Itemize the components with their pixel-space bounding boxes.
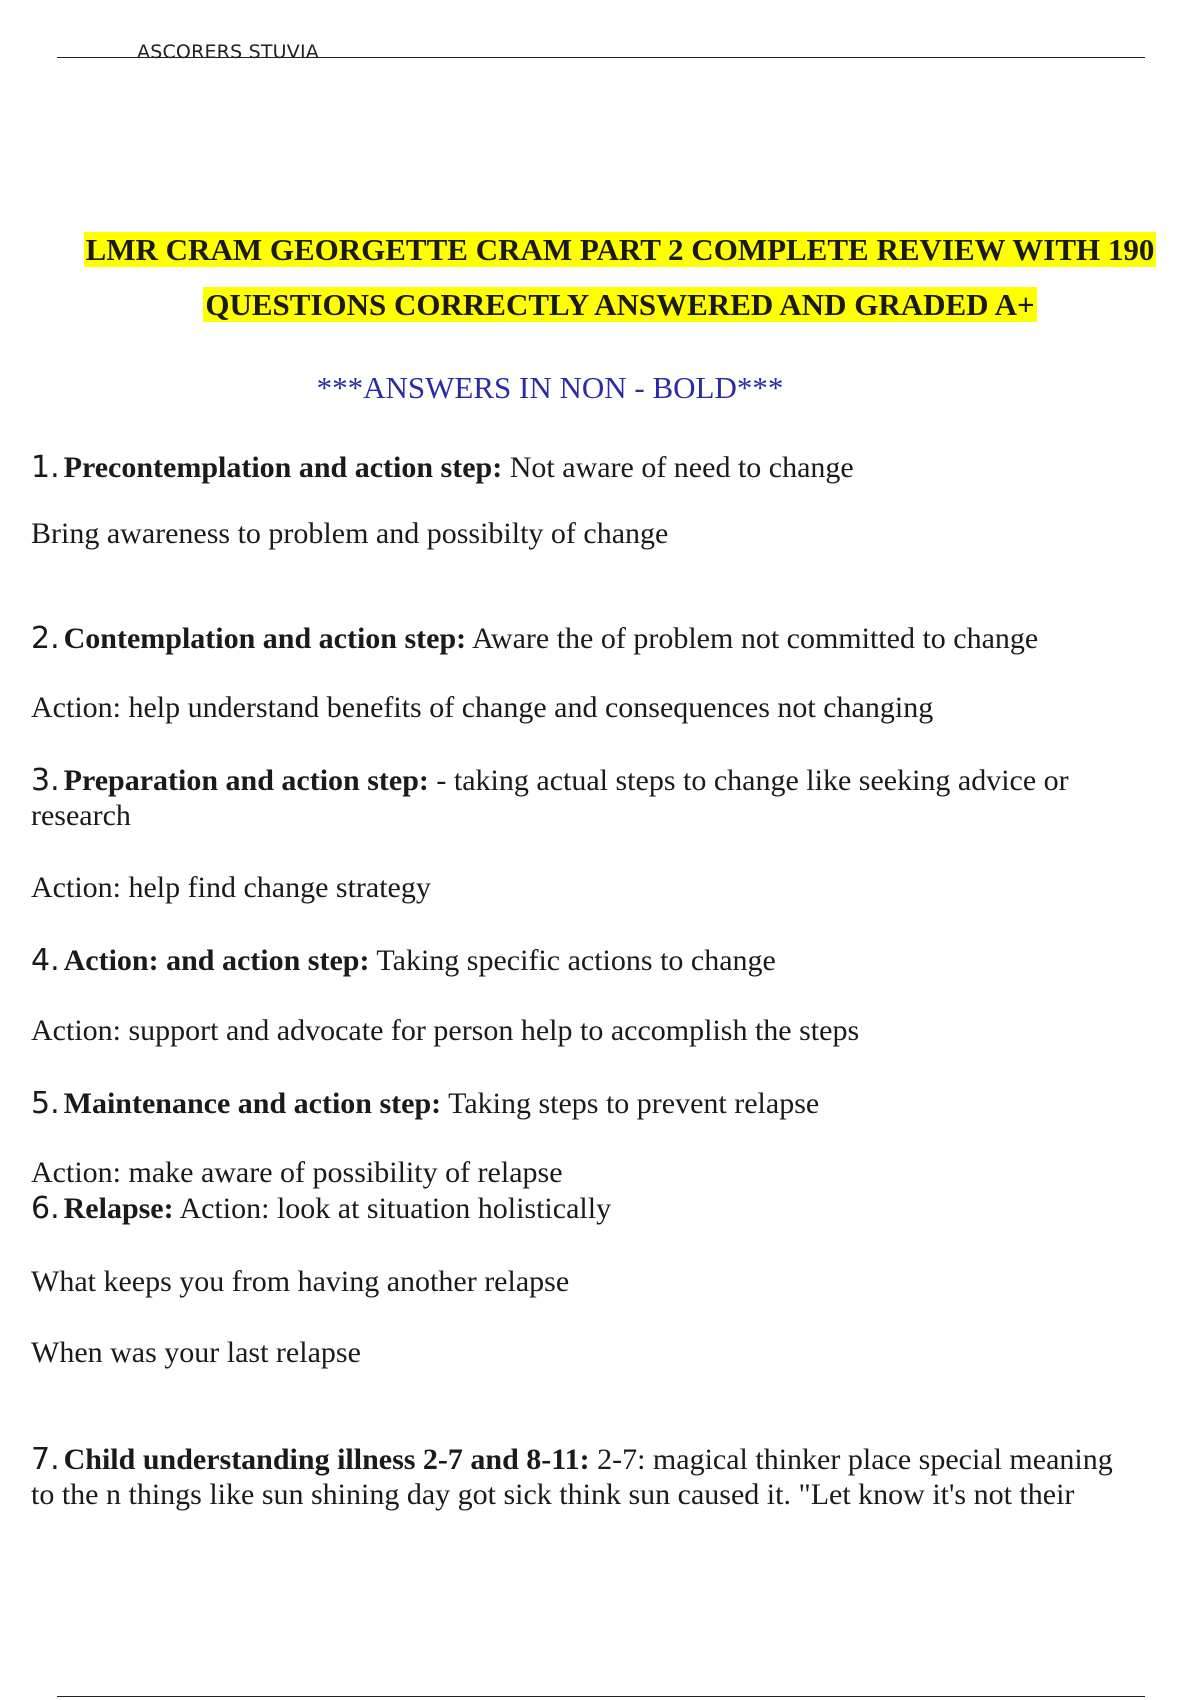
question-answer: Taking steps to prevent relapse	[441, 1087, 820, 1120]
question-number: 1.	[31, 450, 60, 485]
question-number: 6.	[31, 1191, 60, 1226]
answer-line: Action: support and advocate for person help to accomplish the steps	[31, 1014, 860, 1047]
footer-rule	[57, 1696, 1145, 1697]
question-term: Action: and action step:	[63, 944, 370, 977]
question-1	[31, 450, 1191, 485]
question-number: 4.	[31, 943, 60, 978]
question-answer-continued: research	[31, 799, 131, 832]
question-answer: - taking actual steps to change like seeking advice or	[428, 764, 1069, 797]
question-term: Preparation and action step:	[63, 764, 429, 797]
question-2	[31, 621, 1191, 656]
question-answer: 2-7: magical thinker place special meaning	[589, 1443, 1113, 1476]
question-term: Maintenance and action step:	[63, 1087, 442, 1120]
answer-line: When was your last relapse	[31, 1336, 361, 1369]
answer-line: Bring awareness to problem and possibilty of change	[31, 517, 669, 550]
question-3	[31, 763, 1191, 833]
answer-line: What keeps you from having another relapse	[31, 1265, 570, 1298]
question-answer: Action: look at situation holistically	[173, 1192, 612, 1225]
document-title	[40, 222, 1200, 332]
answer-line: Action: help find change strategy	[31, 871, 431, 904]
question-term: Precontemplation and action step:	[63, 451, 503, 484]
question-4	[31, 943, 1191, 978]
question-answer-continued: to the n things like sun shining day got sick think sun caused it. "Let know it's not their	[31, 1478, 1075, 1511]
title-line-2: QUESTIONS CORRECTLY ANSWERED AND GRADED A+	[205, 287, 1035, 322]
question-number: 3.	[31, 763, 60, 798]
question-answer: Taking specific actions to change	[369, 944, 776, 977]
question-term: Relapse:	[63, 1192, 174, 1225]
question-number: 2.	[31, 621, 60, 656]
answers-note: ***ANSWERS IN NON - BOLD***	[316, 370, 784, 405]
title-line-1: LMR CRAM GEORGETTE CRAM PART 2 COMPLETE REVIEW WITH 190	[85, 232, 1155, 267]
question-5	[31, 1086, 1191, 1121]
question-answer: Aware the of problem not committed to change	[466, 622, 1039, 655]
header-watermark: ASCORERS STUVIA	[137, 41, 319, 63]
answer-line: Action: help understand benefits of change and consequences not changing	[31, 691, 934, 724]
question-term: Child understanding illness 2-7 and 8-11:	[63, 1443, 590, 1476]
question-number: 7.	[31, 1442, 60, 1477]
question-number: 5.	[31, 1086, 60, 1121]
question-term: Contemplation and action step:	[63, 622, 467, 655]
question-7	[31, 1442, 1191, 1512]
question-6	[31, 1191, 1191, 1226]
question-answer: Not aware of need to change	[502, 451, 854, 484]
answer-line: Action: make aware of possibility of relapse	[31, 1156, 563, 1189]
